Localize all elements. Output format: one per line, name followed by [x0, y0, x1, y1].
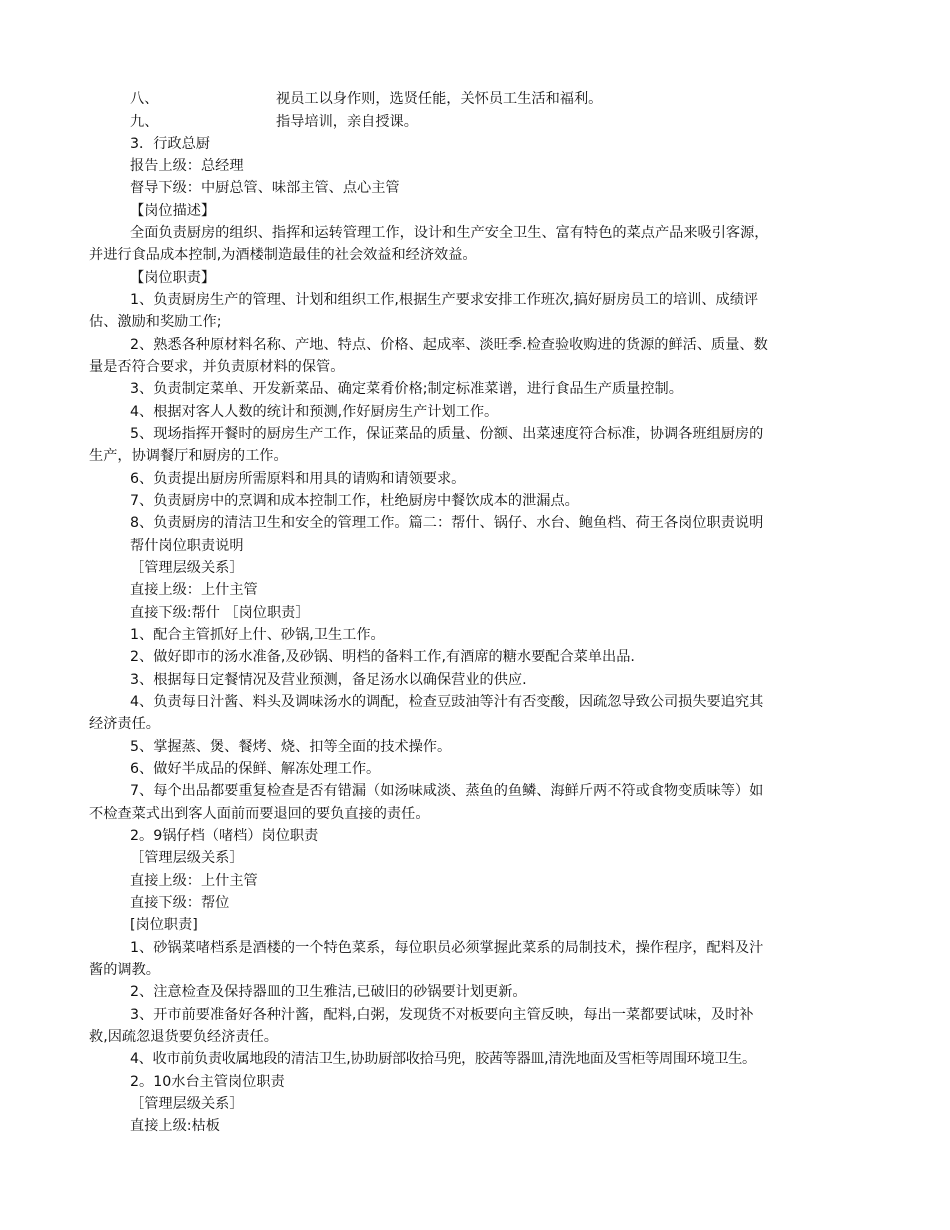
paragraph-line: 1、砂锅菜啫档系是酒楼的一个特色菜系，每位职员必须掌握此菜系的局制技术，操作程序，配料及汁: [130, 940, 764, 956]
paragraph-line: 量是否符合要求，并负责原材料的保管。: [89, 359, 345, 375]
paragraph-line: 2、熟悉各种原材料名称、产地、特点、价格、起成率、淡旺季.检查验收购进的货源的鲜活、质量、数: [130, 337, 768, 353]
list-number: 九、: [130, 114, 159, 130]
list-text: 指导培训，亲自授课。: [276, 114, 418, 130]
paragraph-line: 5、掌握蒸、煲、餐烤、烧、扣等全面的技术操作。: [130, 739, 452, 755]
paragraph-line: 3、根据每日定餐情况及营业预测，备足汤水以确保营业的供应.: [130, 672, 527, 688]
section-heading: 帮什岗位职责说明: [130, 538, 244, 554]
section-heading: 2。9锅仔档（啫档）岗位职责: [130, 828, 319, 844]
paragraph-line: 5、现场指挥开餐时的厨房生产工作，保证菜品的质量、份额、出菜速度符合标准，协调各班组厨房的: [130, 426, 764, 442]
subheading-description: 【岗位描述】: [130, 203, 216, 219]
paragraph-line: 生产，协调餐厅和厨房的工作。: [89, 448, 288, 464]
paragraph-line: 酱的调教。: [89, 962, 160, 978]
subheading-duties: 【岗位职责】: [130, 270, 216, 286]
direct-subordinate: 直接下级：帮位: [130, 895, 230, 911]
paragraph-line: 2、做好即市的汤水准备,及砂锅、明档的备料工作,有酒席的糖水要配合菜单出品.: [130, 649, 635, 665]
paragraph-line: 4、收市前负责收属地段的清洁卫生,协助厨部收拾马兜，胶茜等器皿,清洗地面及雪柜等周围环境卫生。: [130, 1051, 756, 1067]
paragraph-line: 4、负责每日汁酱、料头及调味汤水的调配，检查豆豉油等汁有否变酸，因疏忽导致公司损失要追究其: [130, 694, 764, 710]
section-heading: 2。10水台主管岗位职责: [130, 1074, 285, 1090]
paragraph-line: 7、每个出品都要重复检查是否有错漏（如汤味咸淡、蒸鱼的鱼鳞、海鲜斤两不符或食物变质味等）如: [130, 783, 764, 799]
paragraph-line: 6、负责提出厨房所需原料和用具的请购和请领要求。: [130, 471, 466, 487]
paragraph-line: 3、开市前要准备好各种汁酱，配料,白粥，发现货不对板要向主管反映，每出一菜都要试味，及时补: [130, 1007, 754, 1023]
direct-superior: 直接上级：上什主管: [130, 873, 258, 889]
paragraph-line: 3、负责制定菜单、开发新菜品、确定菜肴价格;制定标准菜谱，进行食品生产质量控制。: [130, 381, 683, 397]
report-superior: 报告上级：总经理: [130, 158, 244, 174]
paragraph-line: 6、做好半成品的保鲜、解冻处理工作。: [130, 761, 381, 777]
subheading-duties: [岗位职责]: [130, 917, 198, 933]
list-text: 视员工以身作则，选贤任能，关怀员工生活和福利。: [276, 91, 603, 107]
direct-superior: 直接上级:枯板: [130, 1118, 220, 1134]
paragraph-line: 7、负责厨房中的烹调和成本控制工作，杜绝厨房中餐饮成本的泄漏点。: [130, 493, 579, 509]
paragraph-line: 1、负责厨房生产的管理、计划和组织工作,根据生产要求安排工作班次,搞好厨房员工的培训、成绩评: [130, 292, 759, 308]
paragraph-line: 1、配合主管抓好上什、砂锅,卫生工作。: [130, 627, 385, 643]
paragraph-line: 全面负责厨房的组织、指挥和运转管理工作，设计和生产安全卫生、富有特色的菜点产品来吸引客源，: [130, 225, 769, 241]
paragraph-line: 8、负责厨房的清洁卫生和安全的管理工作。篇二：帮什、锅仔、水台、鲍鱼档、荷王各岗位职责说明: [130, 515, 764, 531]
direct-superior: 直接上级：上什主管: [130, 582, 258, 598]
subheading: ［管理层级关系］: [130, 1096, 244, 1112]
supervised-subordinates: 督导下级：中厨总管、味部主管、点心主管: [130, 180, 400, 196]
direct-subordinate: 直接下级:帮什 ［岗位职责］: [130, 605, 310, 621]
section-heading: 3．行政总厨: [130, 136, 210, 152]
paragraph-line: 估、激励和奖励工作;: [89, 314, 222, 330]
paragraph-line: 不检查菜式出到客人面前而要退回的要负直接的责任。: [89, 806, 430, 822]
paragraph-line: 救,因疏忽退货要负经济责任。: [89, 1029, 278, 1045]
paragraph-line: 经济责任。: [89, 716, 160, 732]
paragraph-line: 4、根据对客人人数的统计和预测,作好厨房生产计划工作。: [130, 404, 499, 420]
list-number: 八、: [130, 91, 159, 107]
subheading: ［管理层级关系］: [130, 560, 244, 576]
subheading: ［管理层级关系］: [130, 850, 244, 866]
paragraph-line: 并进行食品成本控制,为酒楼制造最佳的社会效益和经济效益。: [89, 247, 477, 263]
paragraph-line: 2、注意检查及保持器皿的卫生雅洁,已破旧的砂锅要计划更新。: [130, 984, 527, 1000]
